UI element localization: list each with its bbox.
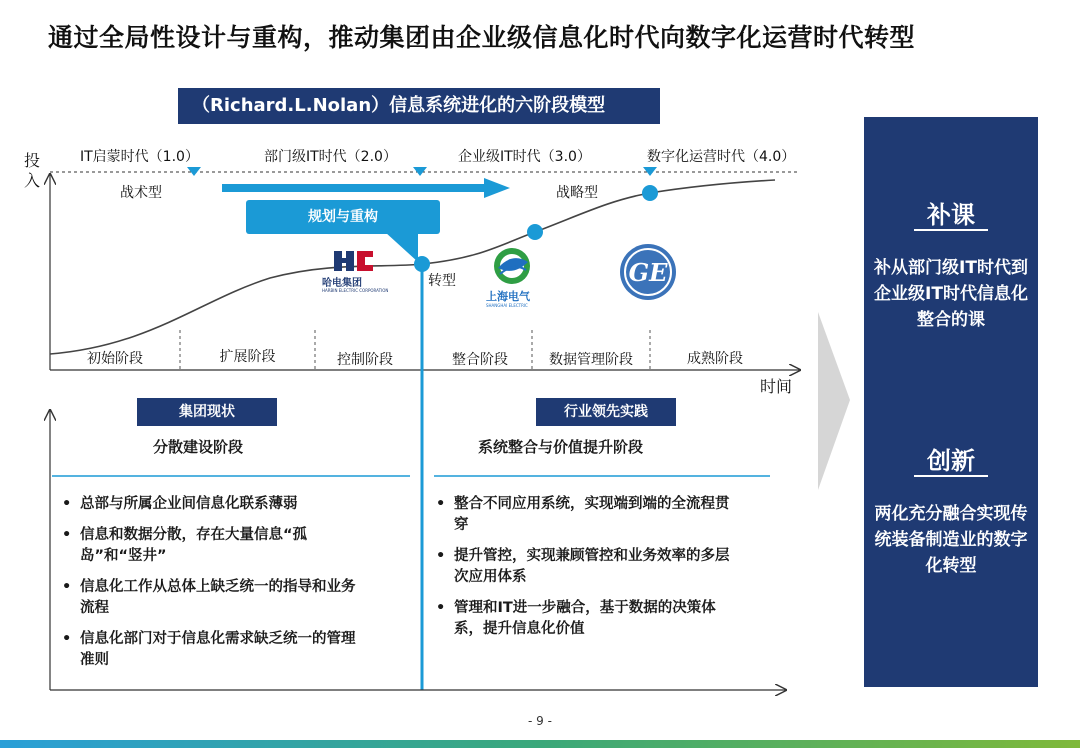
stage-label: 控制阶段 bbox=[337, 352, 393, 368]
list-item: • 整合不同应用系统，实现端到端的全流程贯穿 bbox=[432, 494, 732, 536]
list-item: • 提升管控，实现兼顾管控和业务效率的多层次应用体系 bbox=[432, 546, 732, 588]
y-axis-label: 入 bbox=[24, 171, 41, 190]
stage-label: 扩展阶段 bbox=[219, 349, 276, 365]
right-summary-panel bbox=[864, 117, 1038, 687]
industry-practice-subtitle: 系统整合与价值提升阶段 bbox=[478, 438, 644, 456]
progress-arrow-head bbox=[484, 178, 510, 198]
list-item: • 管理和IT进一步融合，基于数据的决策体系，提升信息化价值 bbox=[432, 598, 732, 640]
industry-practice-badge: 行业领先实践 bbox=[536, 398, 676, 426]
page-title: 通过全局性设计与重构，推动集团由企业级信息化时代向数字化运营时代转型 bbox=[48, 23, 916, 52]
harbin-electric-logo-icon bbox=[334, 251, 373, 271]
y-axis-label: 投 bbox=[24, 151, 41, 170]
current-state-badge: 集团现状 bbox=[137, 398, 277, 426]
current-state-subtitle: 分散建设阶段 bbox=[153, 438, 244, 456]
stage-label: 初始阶段 bbox=[87, 351, 143, 367]
svg-text:GE: GE bbox=[628, 258, 668, 287]
shanghai-logo-caption: 上海电气 bbox=[486, 290, 530, 303]
x-axis-label: 时间 bbox=[760, 377, 793, 396]
current-state-list bbox=[58, 494, 358, 681]
plan-callout-pointer bbox=[385, 232, 418, 262]
list-item: • 总部与所属企业间信息化联系薄弱 bbox=[58, 494, 358, 515]
panel-rule bbox=[914, 475, 988, 477]
stage-label: 成熟阶段 bbox=[687, 351, 743, 367]
panel-rule bbox=[914, 229, 988, 231]
curve-point bbox=[527, 224, 543, 240]
progress-arrow-shaft bbox=[222, 184, 484, 192]
panel-heading: 创新 bbox=[927, 447, 975, 475]
panel-text: 两化充分融合实现传统装备制造业的数字化转型 bbox=[874, 504, 1028, 576]
panel-text: 补从部门级IT时代到企业级IT时代信息化整合的课 bbox=[874, 258, 1028, 330]
harbin-logo-caption: 哈电集团 bbox=[322, 278, 362, 289]
era-label: 部门级IT时代（2.0） bbox=[264, 149, 397, 165]
panel-heading: 补课 bbox=[927, 201, 975, 229]
plan-refactor-callout: 规划与重构 bbox=[246, 200, 440, 234]
stage-label: 数据管理阶段 bbox=[549, 352, 633, 368]
transition-label: 转型 bbox=[428, 273, 456, 289]
model-title-banner: （Richard.L.Nolan）信息系统进化的六阶段模型 bbox=[178, 88, 660, 124]
curve-point bbox=[642, 185, 658, 201]
era-label: 数字化运营时代（4.0） bbox=[647, 149, 796, 165]
ge-logo-icon bbox=[620, 244, 676, 300]
shanghai-electric-logo-icon bbox=[494, 248, 530, 284]
era-label: IT启蒙时代（1.0） bbox=[80, 149, 199, 165]
industry-practice-list bbox=[432, 494, 732, 650]
list-item: • 信息化部门对于信息化需求缺乏统一的管理准则 bbox=[58, 629, 358, 671]
era-label: 企业级IT时代（3.0） bbox=[458, 149, 591, 165]
harbin-logo-subcaption: HARBIN ELECTRIC CORPORATION bbox=[322, 288, 389, 293]
tactical-label: 战术型 bbox=[120, 185, 162, 201]
list-item: • 信息和数据分散，存在大量信息“孤岛”和“竖井” bbox=[58, 525, 358, 567]
chevron-right-icon bbox=[818, 312, 850, 490]
bottom-color-strip bbox=[0, 740, 1080, 748]
strategic-label: 战略型 bbox=[556, 185, 598, 201]
stage-label: 整合阶段 bbox=[452, 352, 508, 368]
list-item: • 信息化工作从总体上缺乏统一的指导和业务流程 bbox=[58, 577, 358, 619]
page-number: - 9 - bbox=[528, 714, 552, 728]
shanghai-logo-subcaption: SHANGHAI ELECTRIC bbox=[486, 303, 528, 308]
